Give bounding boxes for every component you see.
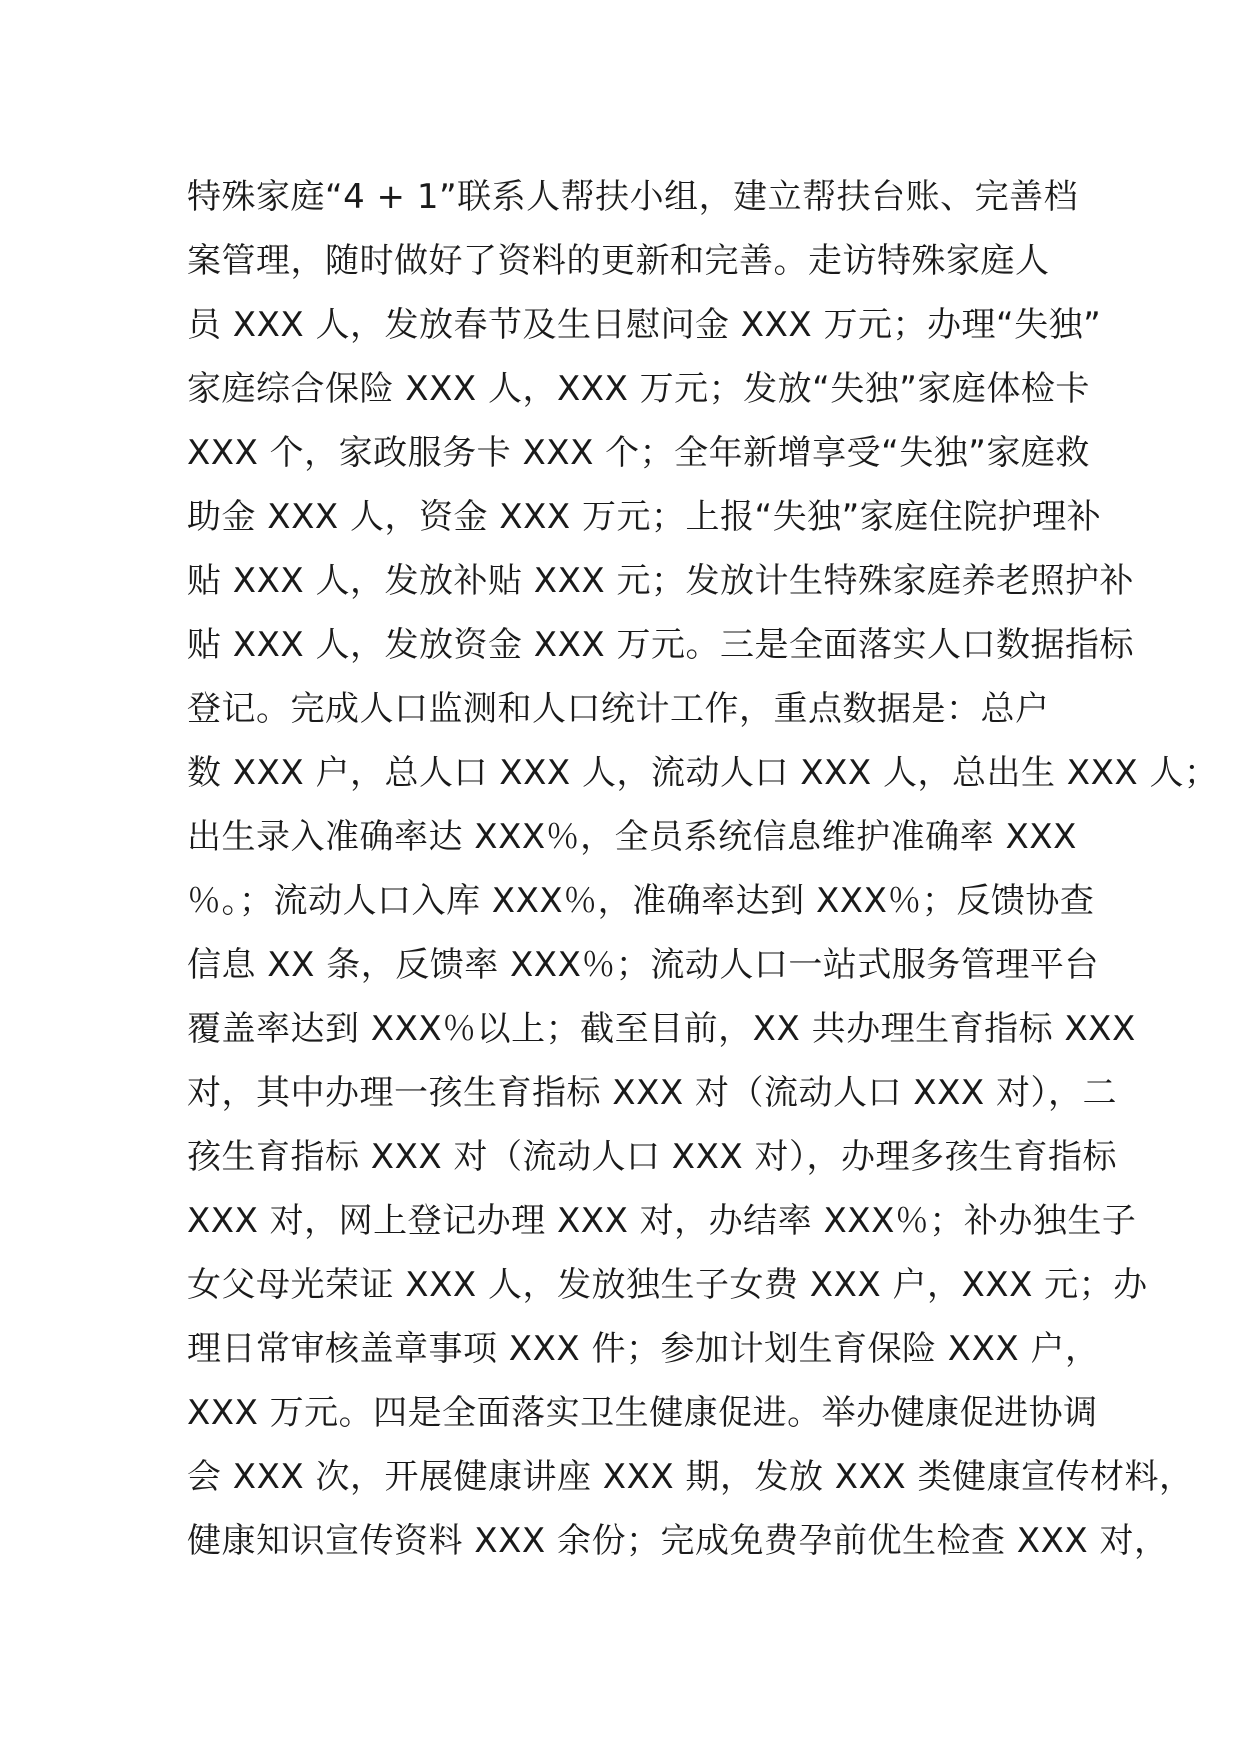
text-line: 覆盖率达到 XXX％以上；截至目前，XX 共办理生育指标 XXX [187, 1009, 1136, 1049]
body-paragraph [187, 165, 1219, 1573]
text-line: 家庭综合保险 XXX 人，XXX 万元；发放“失独”家庭体检卡 [187, 369, 1090, 409]
text-line: 贴 XXX 人，发放补贴 XXX 元；发放计生特殊家庭养老照护补 [187, 561, 1134, 601]
text-line: XXX 个，家政服务卡 XXX 个；全年新增享受“失独”家庭救 [187, 433, 1090, 473]
text-line: 女父母光荣证 XXX 人，发放独生子女费 XXX 户，XXX 元；办 [187, 1265, 1148, 1305]
text-line: 信息 XX 条，反馈率 XXX％；流动人口一站式服务管理平台 [187, 945, 1099, 985]
text-line: XXX 万元。四是全面落实卫生健康促进。举办健康促进协调 [187, 1393, 1098, 1433]
text-line: 登记。完成人口监测和人口统计工作，重点数据是：总户 [187, 689, 1050, 729]
text-line: 员 XXX 人，发放春节及生日慰问金 XXX 万元；办理“失独” [187, 305, 1102, 345]
text-line: 助金 XXX 人，资金 XXX 万元；上报“失独”家庭住院护理补 [187, 497, 1102, 537]
text-line: XXX 对，网上登记办理 XXX 对，办结率 XXX％；补办独生子 [187, 1201, 1137, 1241]
text-line: 孩生育指标 XXX 对（流动人口 XXX 对），办理多孩生育指标 [187, 1137, 1117, 1177]
text-line: ％。；流动人口入库 XXX％，准确率达到 XXX％；反馈协查 [187, 881, 1095, 921]
text-line: 会 XXX 次，开展健康讲座 XXX 期，发放 XXX 类健康宣传材料， [187, 1457, 1194, 1497]
text-line: 出生录入准确率达 XXX％，全员系统信息维护准确率 XXX [187, 817, 1077, 857]
text-line: 健康知识宣传资料 XXX 余份；完成免费孕前优生检查 XXX 对， [187, 1521, 1169, 1561]
text-line: 对，其中办理一孩生育指标 XXX 对（流动人口 XXX 对），二 [187, 1073, 1117, 1113]
text-line: 案管理，随时做好了资料的更新和完善。走访特殊家庭人 [187, 241, 1050, 281]
text-line: 数 XXX 户，总人口 XXX 人，流动人口 XXX 人，总出生 XXX 人； [187, 753, 1219, 793]
text-line: 特殊家庭“4 + 1”联系人帮扶小组，建立帮扶台账、完善档 [187, 177, 1079, 217]
text-line: 理日常审核盖章事项 XXX 件；参加计划生育保险 XXX 户， [187, 1329, 1100, 1369]
text-line: 贴 XXX 人，发放资金 XXX 万元。三是全面落实人口数据指标 [187, 625, 1134, 665]
